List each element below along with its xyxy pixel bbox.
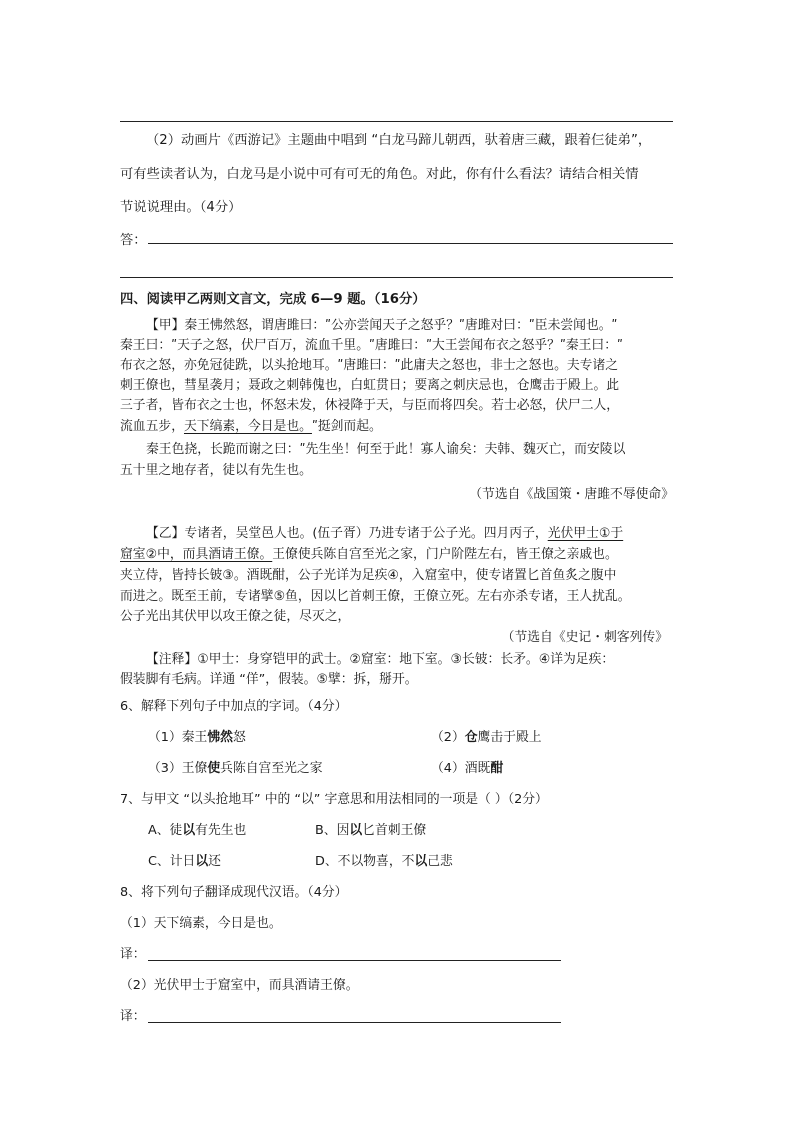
q7-option-b-post: 匕首刺王僚 bbox=[362, 823, 427, 838]
q8-translate-label-2: 译： bbox=[120, 1009, 146, 1024]
q7-option-d-post: 己悲 bbox=[427, 854, 453, 869]
jia-line-2: 秦王曰：ʺ天子之怒，伏尸百万，流血千里。ʺ唐雎曰：ʺ大王尝闻布衣之怒乎？ʺ秦王曰：ʺ bbox=[120, 338, 623, 353]
jia-p2-line-1: 秦王色挠，长跪而谢之曰：ʺ先生坐！何至于此！寡人谕矣：夫韩、魏灭亡，而安陵以 bbox=[146, 442, 626, 457]
q7-option-d-key: 以 bbox=[414, 854, 428, 869]
q6-item-2-post: 鹰击于殿上 bbox=[477, 730, 542, 745]
yi-line-5: 公子光出其伏甲以攻王僚之徒，尽灭之， bbox=[120, 609, 351, 624]
yi-line-3: 夹立侍，皆持长铍③。酒既酣，公子光详为足疾④，入窟室中，使专诸置匕首鱼炙之腹中 bbox=[120, 568, 617, 583]
q6-item-4 bbox=[431, 759, 503, 779]
jia-line-6 bbox=[120, 417, 382, 437]
q8-title: 8、将下列句子翻译成现代汉语。（4分） bbox=[120, 885, 348, 900]
q2-line1: （2）动画片《西游记》主题曲中唱到 “白龙马蹄儿朝西，驮着唐三藏，跟着仨徒弟”， bbox=[146, 133, 652, 148]
yi-line-1 bbox=[146, 524, 623, 544]
q6-item-4-pre: （4）酒既 bbox=[431, 761, 491, 776]
yi-underlined-2: 窟室②中，而具酒请王僚。 bbox=[120, 547, 273, 562]
jia-line-3: 布衣之怒，亦免冠徒跣，以头抢地耳。ʺ唐雎曰：ʺ此庸夫之怒也，非士之怒也。夫专诸之 bbox=[120, 358, 619, 373]
yi-line-1-pre: 【乙】专诸者，吴堂邑人也。(伍子胥）乃进专诸于公子光。四月丙子， bbox=[146, 526, 548, 541]
q6-item-1-post: 怒 bbox=[232, 730, 246, 745]
q6-item-2 bbox=[431, 728, 542, 748]
yi-line-2 bbox=[120, 545, 618, 565]
q6-item-3-key: 使 bbox=[207, 761, 221, 776]
q6-item-2-key: 仓 bbox=[464, 730, 478, 745]
jia-line-6-post: ʺ挺剑而起。 bbox=[311, 419, 382, 434]
notes-line-1: 【注释】①甲士：身穿铠甲的武士。②窟室：地下室。③长铍：长矛。④详为足疾： bbox=[146, 652, 615, 667]
q2-line3: 节说说理由。（4分） bbox=[120, 200, 242, 215]
top-answer-line bbox=[120, 121, 673, 122]
q2-line2: 可有些读者认为，白龙马是小说中可有可无的角色。对此，你有什么看法？请结合相关情 bbox=[120, 167, 639, 182]
q7-option-c-post: 还 bbox=[208, 854, 221, 869]
q8-answer-line-1[interactable] bbox=[148, 960, 561, 961]
yi-line-2-post: 王僚使兵陈自宫至光之家，门户阶陛左右，皆王僚之亲戚也。 bbox=[272, 547, 618, 562]
q8-sentence-1: （1）天下缟素，今日是也。 bbox=[120, 916, 282, 931]
jia-p2-line-2: 五十里之地存者，徒以有先生也。 bbox=[120, 463, 312, 478]
q7-option-a[interactable] bbox=[148, 821, 246, 841]
jia-source: （节选自《战国策・唐雎不辱使命》 bbox=[469, 487, 674, 502]
q6-item-1 bbox=[148, 728, 246, 748]
q7-option-a-pre: A、徒 bbox=[148, 823, 183, 838]
q2-answer-line-2[interactable] bbox=[120, 277, 673, 278]
q6-item-3-post: 兵陈自宫至光之家 bbox=[220, 761, 323, 776]
q7-option-c-pre: C、计日 bbox=[148, 854, 196, 869]
yi-underlined-1: 光伏甲士①于 bbox=[547, 526, 624, 541]
q2-answer-line-1[interactable] bbox=[148, 243, 673, 244]
q6-title: 6、解释下列句子中加点的字词。（4分） bbox=[120, 699, 348, 714]
notes-line-2: 假装脚有毛病。详通 “佯”，假装。⑤擘：拆，掰开。 bbox=[120, 672, 418, 687]
q7-option-d-pre: D、不以物喜，不 bbox=[315, 854, 415, 869]
q2-answer-label: 答： bbox=[120, 233, 147, 248]
q7-option-b-key: 以 bbox=[349, 823, 363, 838]
yi-source: （节选自《史记・刺客列传》 bbox=[501, 630, 668, 645]
q6-item-3-pre: （3）王僚 bbox=[148, 761, 208, 776]
q7-option-c-key: 以 bbox=[195, 854, 209, 869]
jia-line-6-pre: 流血五步， bbox=[120, 419, 184, 434]
jia-underlined-sentence: 天下缟素，今日是也。 bbox=[183, 419, 312, 434]
q6-item-1-pre: （1）秦王 bbox=[148, 730, 208, 745]
q7-option-a-post: 有先生也 bbox=[195, 823, 247, 838]
q8-translate-label-1: 译： bbox=[120, 947, 146, 962]
q7-option-b[interactable] bbox=[315, 821, 426, 841]
q6-item-3 bbox=[148, 759, 323, 779]
q8-answer-line-2[interactable] bbox=[148, 1022, 561, 1023]
q7-title: 7、与甲文 “以头抢地耳” 中的 “以” 字意思和用法相同的一项是（ ）（2分） bbox=[120, 792, 548, 807]
q7-option-b-pre: B、因 bbox=[315, 823, 350, 838]
yi-line-4: 而进之。既至王前，专诸擘⑤鱼，因以匕首刺王僚，王僚立死。左右亦杀专诸，王人扰乱。 bbox=[120, 589, 631, 604]
q7-option-a-key: 以 bbox=[182, 823, 196, 838]
q6-item-2-pre: （2） bbox=[431, 730, 465, 745]
jia-line-5: 三子者，皆布衣之士也，怀怒未发，休祲降于天，与臣而将四矣。若士必怒，伏尸二人， bbox=[120, 398, 620, 413]
q7-option-c[interactable] bbox=[148, 852, 221, 872]
jia-line-1: 【甲】秦王怫然怒，谓唐雎曰：ʺ公亦尝闻天子之怒乎？ʺ唐雎对曰：ʺ臣未尝闻也。ʺ bbox=[146, 318, 618, 333]
q6-item-1-key: 怫然 bbox=[207, 730, 233, 745]
q6-item-4-key: 酣 bbox=[490, 761, 504, 776]
section-heading: 四、阅读甲乙两则文言文，完成 6—9 题。（16分） bbox=[120, 292, 426, 307]
jia-line-4: 刺王僚也，彗星袭月；聂政之刺韩傀也，白虹贯日；要离之刺庆忌也，仓鹰击于殿上。此 bbox=[120, 378, 620, 393]
q7-option-d[interactable] bbox=[315, 852, 453, 872]
q8-sentence-2: （2）光伏甲士于窟室中，而具酒请王僚。 bbox=[120, 978, 359, 993]
